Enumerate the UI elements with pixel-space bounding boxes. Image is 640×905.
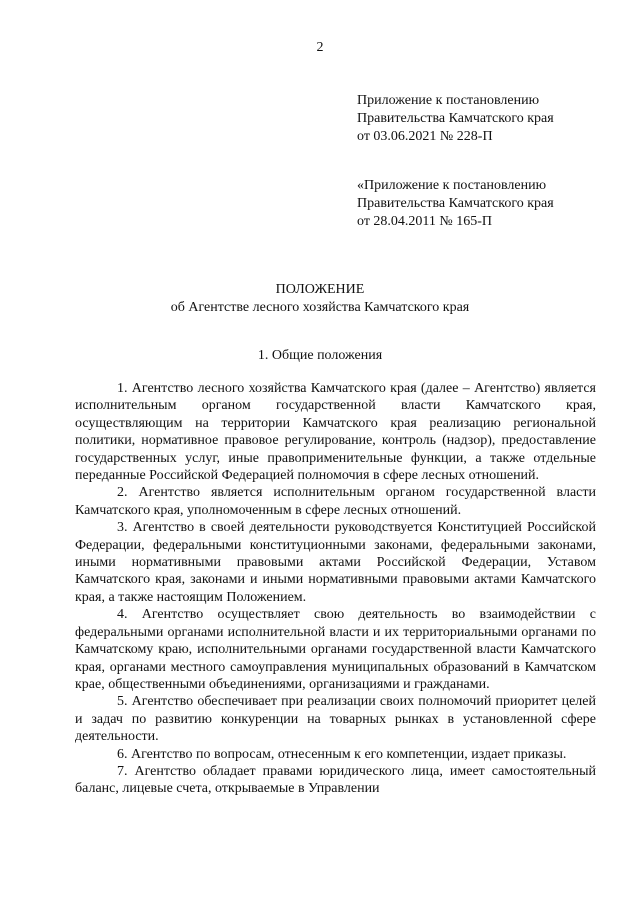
appendix-current-line-1: Приложение к постановлению xyxy=(357,93,540,108)
appendix-previous-line-1: «Приложение к постановлению xyxy=(357,178,547,193)
page-number: 2 xyxy=(316,40,324,55)
document-subtitle: об Агентстве лесного хозяйства Камчатского края xyxy=(170,300,470,315)
appendix-current-line-3: от 03.06.2021 № 228-П xyxy=(357,129,493,144)
appendix-current-line-2: Правительства Камчатского края xyxy=(357,111,554,126)
section-heading: 1. Общие положения xyxy=(257,348,383,363)
appendix-previous-line-2: Правительства Камчатского края xyxy=(357,196,554,211)
body-text xyxy=(75,380,596,798)
paragraph-3: 3. Агентство в своей деятельности руководствуется Конституцией Российской Федерации, федеральными конституционными законами, федеральными законами, иными нормативными правовыми актами Российской Федерации, Уставом Камчатского края, законами и иными нормативными правовыми актами Камчатского края, а также настоящим Положением. xyxy=(75,520,596,605)
paragraph-7: 7. Агентство обладает правами юридического лица, имеет самостоятельный баланс, лицевые счета, открываемые в Управлении xyxy=(75,763,596,797)
paragraph-2: 2. Агентство является исполнительным органом государственной власти Камчатского края, уполномоченным в сфере лесных отношений. xyxy=(75,485,596,518)
paragraph-6: 6. Агентство по вопросам, отнесенным к его компетенции, издает приказы. xyxy=(117,746,567,762)
paragraph-4: 4. Агентство осуществляет свою деятельность во взаимодействии с федеральными органами исполнительной власти и их территориальными органами по Камчатскому краю, исполнительными органами государственной власти Камчатского края, органами местного самоуправления муниципальных образований в Камчатском крае, общественными объединениями, организациями и гражданами. xyxy=(75,607,596,692)
appendix-current xyxy=(357,92,554,146)
appendix-previous-line-3: от 28.04.2011 № 165-П xyxy=(357,214,493,229)
appendix-previous xyxy=(357,177,554,231)
document-title: ПОЛОЖЕНИЕ xyxy=(275,282,365,297)
paragraph-5: 5. Агентство обеспечивает при реализации своих полномочий приоритет целей и задач по развитию конкуренции на товарных рынках в установленной сфере деятельности. xyxy=(75,694,596,745)
paragraph-1: 1. Агентство лесного хозяйства Камчатского края (далее – Агентство) является исполнительным органом государственной власти Камчатского края, осуществляющим на территории Камчатского края реализацию региональной политики, нормативное правовое регулирование, контроль (надзор), предоставление государственных услуг, иные правоприменительные функции, а также отдельные переданные Российской Федерацией полномочия в сфере лесных отношений. xyxy=(75,381,596,484)
